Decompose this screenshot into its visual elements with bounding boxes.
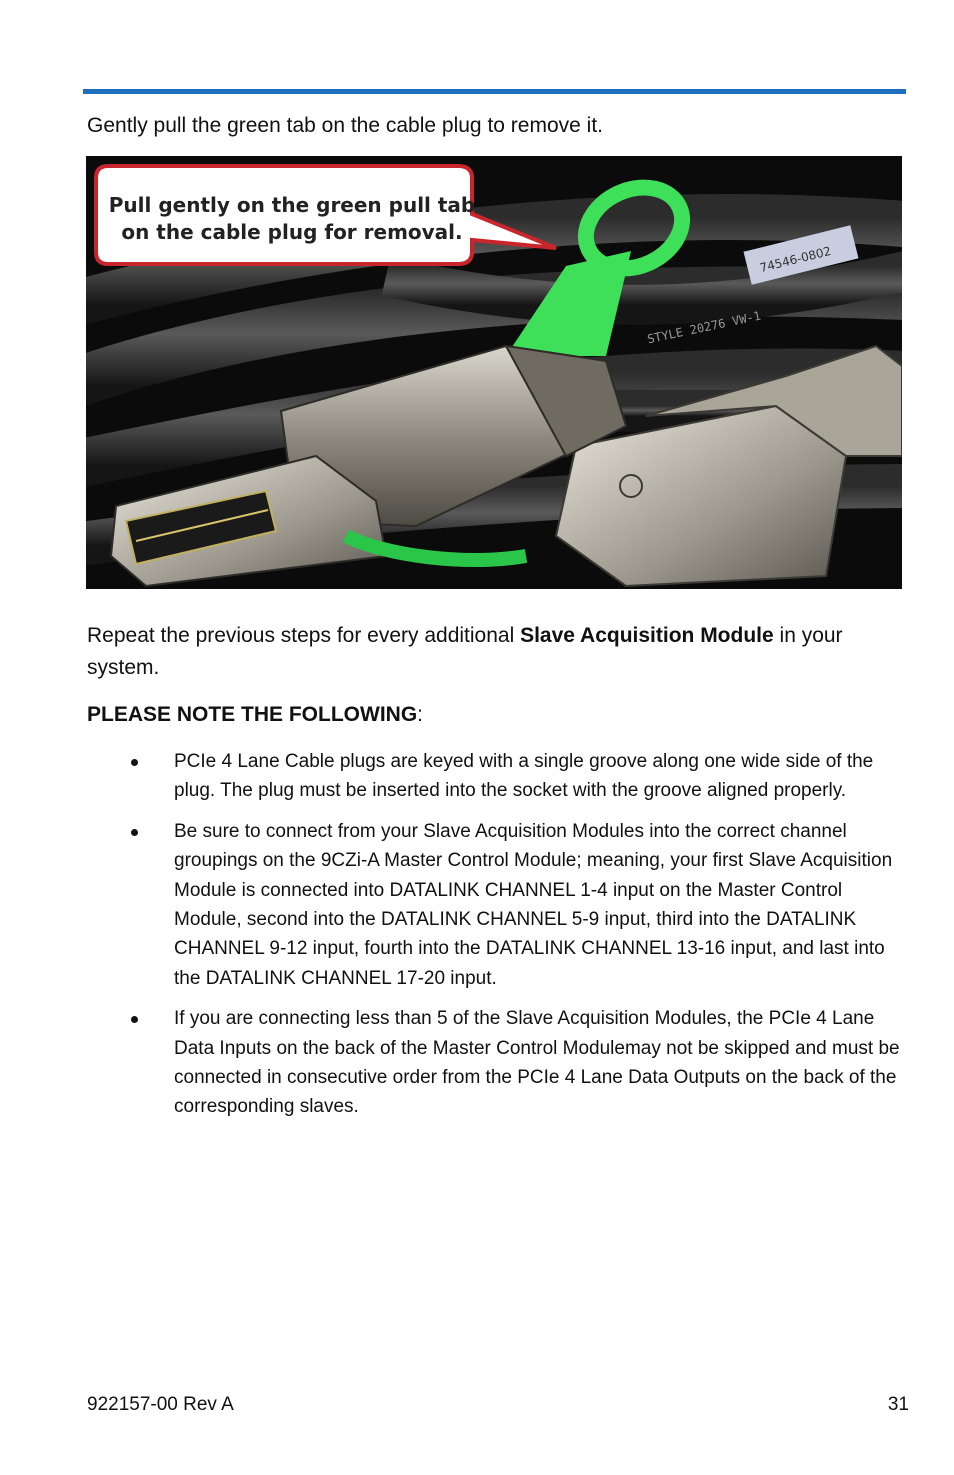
header-rule [83, 89, 906, 94]
cable-label-text: 74546-0802 [758, 243, 833, 276]
repeat-instruction [87, 620, 907, 684]
cable-print-text: STYLE 20276 VW-1 [646, 308, 763, 347]
callout-line-2: on the cable plug for removal. [121, 220, 463, 244]
footer-page-number: 31 [887, 1394, 909, 1415]
cable-removal-photo [86, 156, 902, 589]
note-heading [87, 699, 907, 731]
note-heading-text: PLEASE NOTE THE FOLLOWING [87, 703, 418, 726]
bullet-icon [131, 1016, 138, 1023]
list-item [87, 747, 907, 806]
list-item [87, 817, 907, 993]
repeat-bold-term: Slave Acquisition Module [520, 624, 774, 647]
callout-line-1: Pull gently on the green pull tab [108, 193, 476, 217]
intro-text: Gently pull the green tab on the cable plug to remove it. [87, 114, 603, 137]
footer-doc-number: 922157-00 Rev A [87, 1394, 234, 1415]
bullet-icon [131, 759, 138, 766]
list-item [87, 1004, 907, 1122]
bullet-text: If you are connecting less than 5 of the Slave Acquisition Modules, the PCIe 4 Lane Data Inputs on the back of the Master Control Modulemay not be skipped and must be connected in consecutive order from the PCIe 4 Lane Data Outputs on the back of the corresponding slaves. [174, 1008, 900, 1118]
repeat-text-before: Repeat the previous steps for every additional [87, 624, 521, 647]
bullet-icon [131, 829, 138, 836]
repeat-text-after: in your system. [87, 624, 843, 679]
note-heading-colon: : [417, 703, 424, 726]
note-bullet-list [87, 747, 907, 1133]
callout-text [102, 192, 482, 246]
bullet-text: Be sure to connect from your Slave Acquisition Modules into the correct channel groupings on the 9CZi-A Master Control Module; meaning, your first Slave Acquisition Module is connected into DATALINK CHANNEL 1-4 input on the Master Control Module, second into the DATALINK CHANNEL 5-9 input, third into the DATALINK CHANNEL 9-12 input, fourth into the DATALINK CHANNEL 13-16 input, and last into the DATALINK CHANNEL 17-20 input. [174, 820, 893, 989]
bullet-text: PCIe 4 Lane Cable plugs are keyed with a single groove along one wide side of the plug. The plug must be inserted into the socket with the groove aligned properly. [174, 751, 874, 802]
